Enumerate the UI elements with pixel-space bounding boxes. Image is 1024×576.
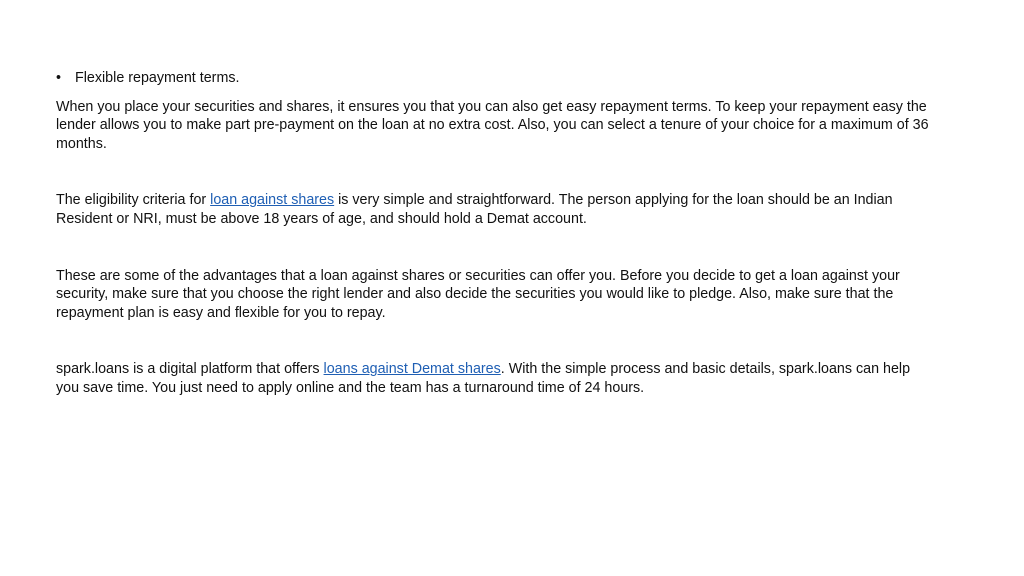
paragraph-eligibility-after: is very simple and straightforward. The person applying for the loan should be an Indian Resident or NRI, must be above 18 years of age, and should hold a Demat account.: [56, 192, 893, 227]
bullet-item: [56, 69, 936, 88]
paragraph-spark-before: spark.loans is a digital platform that offers: [56, 361, 324, 378]
paragraph-eligibility-before: The eligibility criteria for: [56, 192, 211, 209]
paragraph-spark-loans: [56, 360, 936, 397]
bullet-marker: •: [56, 70, 62, 86]
paragraph-advantages: These are some of the advantages that a loan against shares or securities can offer you. Before you decide to get a loan against your security, make sure that you choose the right lender and also decide the securities you would like to pledge. Also, make sure that the repayment plan is easy and flexible for you to repay.: [56, 267, 900, 321]
loan-against-shares-link[interactable]: loan against shares: [210, 192, 335, 209]
bullet-text: Flexible repayment terms.: [75, 70, 240, 86]
paragraph-repayment: When you place your securities and shares, it ensures you that you can also get easy repayment terms. To keep your repayment easy the lender allows you to make part pre-payment on the loan at no extra cost. Also, you can select a tenure of your choice for a maximum of 36 months.: [56, 98, 929, 152]
paragraph-eligibility: [56, 191, 936, 228]
slide-content: [56, 69, 936, 398]
paragraph-spark-after: . With the simple process and basic details, spark.loans can help you save time. You just need to apply online and the team has a turnaround time of 24 hours.: [56, 361, 911, 396]
loans-against-demat-shares-link[interactable]: loans against Demat shares: [323, 361, 501, 378]
